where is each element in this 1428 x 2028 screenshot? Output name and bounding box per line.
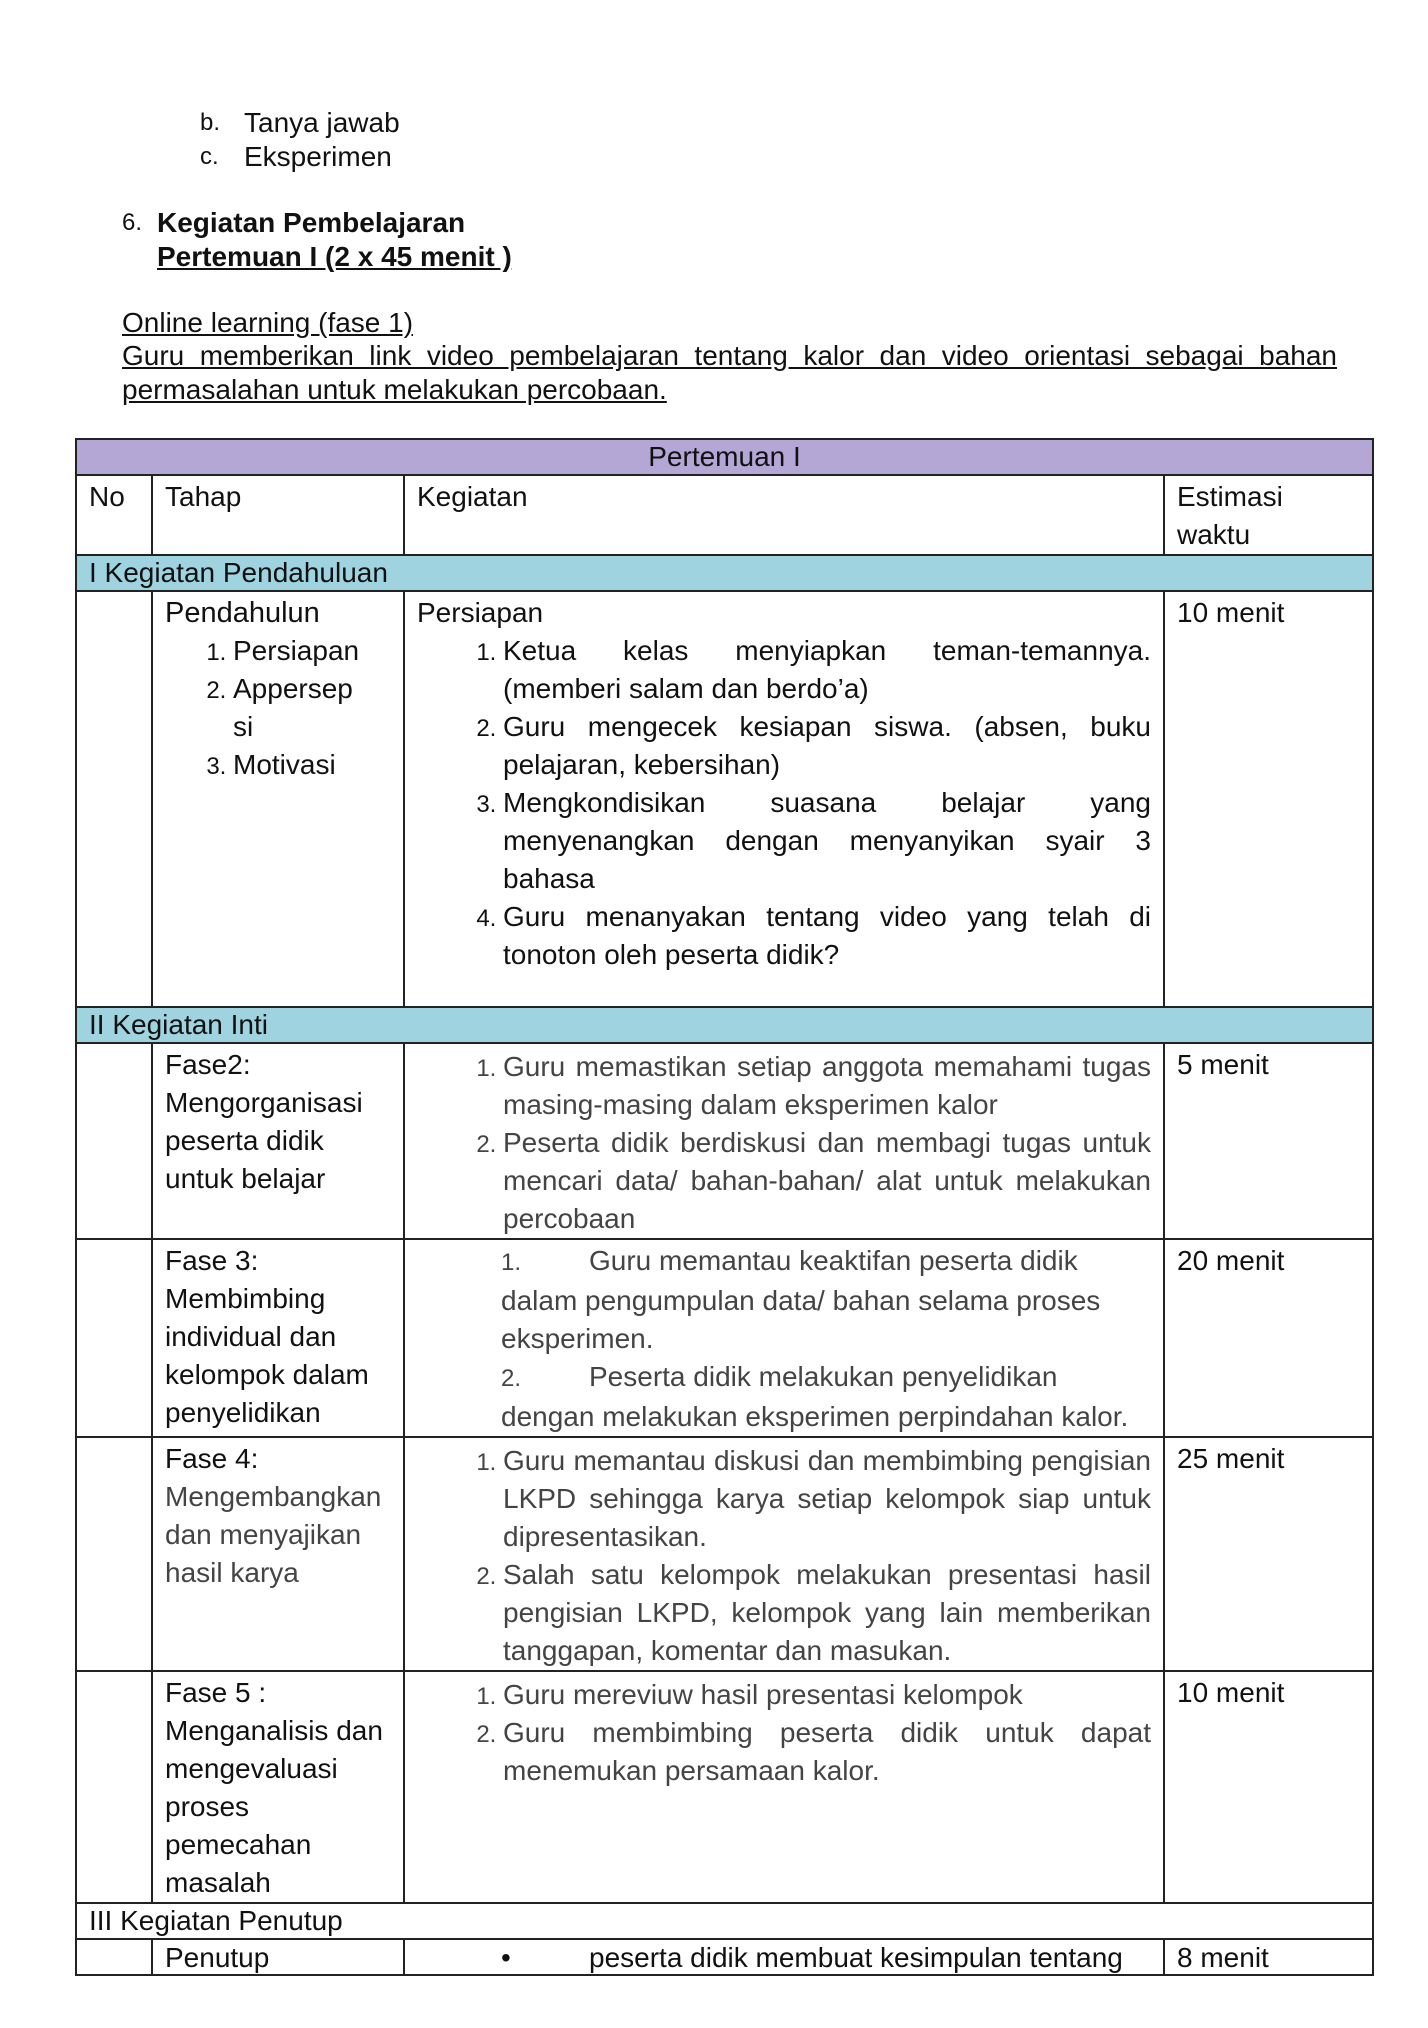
- kegiatan-text: peserta didik membuat kesimpulan tentang: [589, 1942, 1123, 1973]
- cell-waktu: 8 menit: [1164, 1939, 1373, 1975]
- cell-no: [76, 1671, 152, 1903]
- cell-no: [76, 1437, 152, 1671]
- cell-waktu: 5 menit: [1164, 1043, 1373, 1239]
- bullet-icon: •: [501, 1942, 511, 1973]
- cell-kegiatan-fase3: [404, 1239, 1164, 1437]
- tahap-title: Fase 4:: [165, 1443, 259, 1474]
- kegiatan-list: [417, 1442, 1151, 1670]
- list-item-tanya-jawab: Tanya jawab: [244, 107, 400, 138]
- kegiatan-item: 2. Guru membimbing peserta didik untuk dapat menemukan persamaan kalor.: [503, 1714, 1151, 1790]
- tahap-item: 2. Appersep si: [233, 670, 361, 746]
- section-title: Kegiatan Pembelajaran: [157, 207, 466, 238]
- cell-waktu: 20 menit: [1164, 1239, 1373, 1437]
- cell-kegiatan-penutup: [404, 1939, 1164, 1975]
- kegiatan-item: [501, 1358, 1151, 1436]
- cell-no: [76, 591, 152, 1007]
- cell-tahap-fase2: Fase2: Mengorganisasi peserta didik untuk belajar: [152, 1043, 404, 1239]
- kegiatan-item: 1. Guru memantau diskusi dan membimbing pengisian LKPD sehingga karya setiap kelompok siap untuk dipresentasikan.: [503, 1442, 1151, 1556]
- cell-no: [76, 1043, 152, 1239]
- list-marker-c: c.: [200, 143, 219, 170]
- item-text: Peserta didik melakukan penyelidikan dengan melakukan eksperimen perpindahan kalor.: [501, 1361, 1129, 1432]
- section-pendahuluan: I Kegiatan Pendahuluan: [76, 555, 1373, 591]
- tahap-item: 3. Motivasi: [233, 746, 391, 784]
- cell-kegiatan-fase4: [404, 1437, 1164, 1671]
- kegiatan-list: [417, 632, 1151, 974]
- cell-waktu: 10 menit: [1164, 1671, 1373, 1903]
- online-heading: Online learning (fase 1): [122, 307, 414, 338]
- kegiatan-item: 2. Peserta didik berdiskusi dan membagi tugas untuk mencari data/ bahan-bahan/ alat untuk melakukan percobaan: [503, 1124, 1151, 1238]
- tahap-title: Pendahulun: [165, 597, 320, 629]
- item-number: 1.: [501, 1249, 522, 1276]
- section-penutup: III Kegiatan Penutup: [76, 1903, 1373, 1939]
- section-inti: II Kegiatan Inti: [76, 1007, 1373, 1043]
- header-tahap: Tahap: [152, 475, 404, 555]
- section-subtitle: Pertemuan I (2 x 45 menit ): [157, 241, 512, 272]
- tahap-list: [165, 632, 391, 784]
- item-number: 2.: [501, 1365, 522, 1392]
- header-no: No: [76, 475, 152, 555]
- cell-waktu: 10 menit: [1164, 591, 1373, 1007]
- online-paragraph: Guru memberikan link video pembelajaran tentang kalor dan video orientasi sebagai bahan permasalahan untuk melakukan percobaan.: [122, 340, 1337, 405]
- kegiatan-list: [417, 1676, 1151, 1790]
- cell-kegiatan-fase5: [404, 1671, 1164, 1903]
- cell-kegiatan-fase2: [404, 1043, 1164, 1239]
- kegiatan-item: 1. Ketua kelas menyiapkan teman-temannya. (memberi salam dan berdo’a): [503, 632, 1151, 708]
- tahap-desc: Mengembangkan dan menyajikan hasil karya: [165, 1481, 382, 1588]
- cell-tahap-fase3: Fase 3: Membimbing individual dan kelompok dalam penyelidikan: [152, 1239, 404, 1437]
- cell-no: [76, 1939, 152, 1975]
- header-estimasi: Estimasi waktu: [1164, 475, 1373, 555]
- kegiatan-item: [501, 1242, 1151, 1358]
- kegiatan-list: [417, 1048, 1151, 1238]
- cell-tahap-pendahuluan: [152, 591, 404, 1007]
- list-item-eksperimen: Eksperimen: [244, 141, 392, 172]
- kegiatan-title: Persiapan: [417, 597, 544, 628]
- table-title: Pertemuan I: [76, 439, 1373, 475]
- section-number: 6.: [122, 209, 143, 236]
- cell-tahap-penutup: Penutup: [152, 1939, 404, 1975]
- kegiatan-item: 4. Guru menanyakan tentang video yang telah di tonoton oleh peserta didik?: [503, 898, 1151, 974]
- cell-tahap-fase4: [152, 1437, 404, 1671]
- cell-waktu: 25 menit: [1164, 1437, 1373, 1671]
- cell-kegiatan-pendahuluan: [404, 591, 1164, 1007]
- cell-tahap-fase5: Fase 5 : Menganalisis dan mengevaluasi proses pemecahan masalah: [152, 1671, 404, 1903]
- list-marker-b: b.: [200, 109, 221, 136]
- kegiatan-tabbed: [417, 1242, 1151, 1436]
- item-text: Guru memantau keaktifan peserta didik dalam pengumpulan data/ bahan selama proses eksperimen.: [501, 1245, 1101, 1354]
- kegiatan-item: 1. Guru mereviuw hasil presentasi kelompok: [503, 1676, 1151, 1714]
- tahap-item: 1. Persiapan: [233, 632, 391, 670]
- header-kegiatan: Kegiatan: [404, 475, 1164, 555]
- kegiatan-item: 2. Salah satu kelompok melakukan presentasi hasil pengisian LKPD, kelompok yang lain memberikan tanggapan, komentar dan masukan.: [503, 1556, 1151, 1670]
- kegiatan-item: 2. Guru mengecek kesiapan siswa. (absen, buku pelajaran, kebersihan): [503, 708, 1151, 784]
- kegiatan-item: 1. Guru memastikan setiap anggota memahami tugas masing-masing dalam eksperimen kalor: [503, 1048, 1151, 1124]
- activity-table: [75, 438, 1374, 1976]
- cell-no: [76, 1239, 152, 1437]
- kegiatan-item: 3. Mengkondisikan suasana belajar yang menyenangkan dengan menyanyikan syair 3 bahasa: [503, 784, 1151, 898]
